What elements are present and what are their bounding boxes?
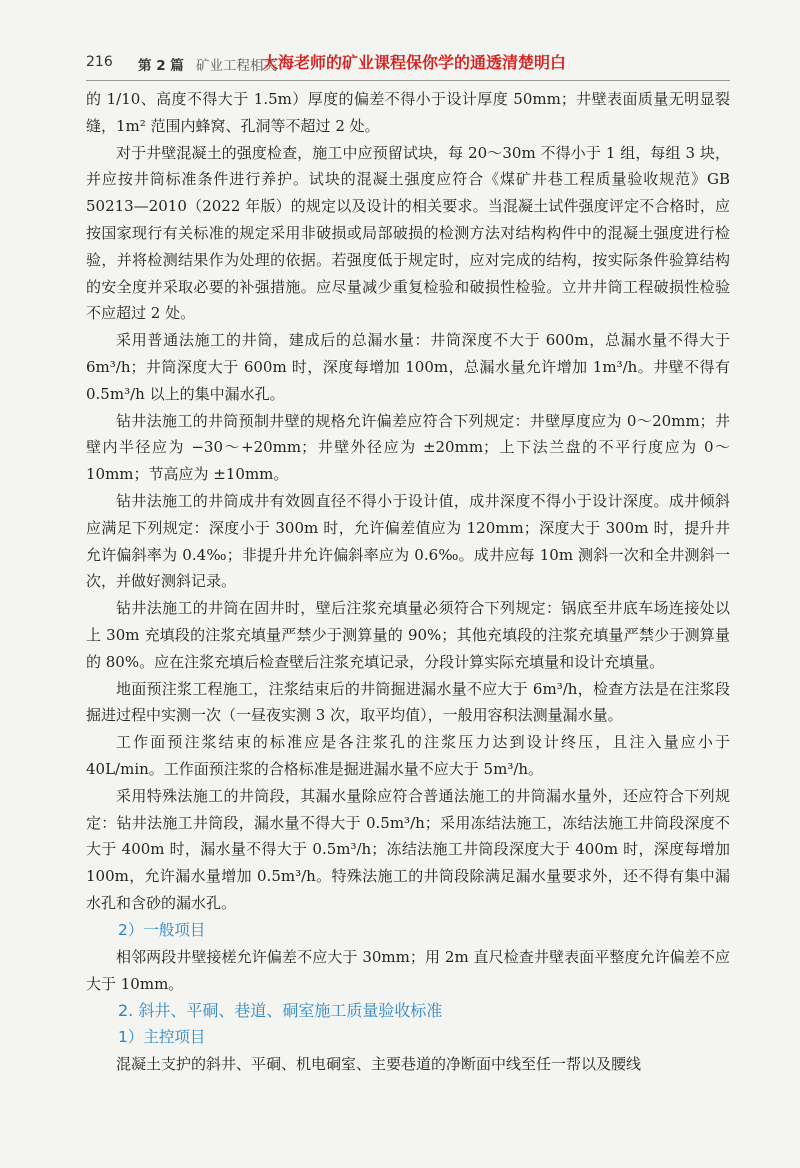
paragraph: 相邻两段井壁接槎允许偏差不应大于 30mm；用 2m 直尺检查井壁表面平整度允许偏差不应大于 10mm。 (86, 947, 730, 993)
paragraph: 钻井法施工的井筒成井有效圆直径不得小于设计值，成井深度不得小于设计深度。成井倾斜应满足下列规定：深度小于 300m 时，允许偏差值应为 120mm；深度大于 300m 时，提升井允许偏斜率为 0.4‰；非提升井允许偏斜率应为 0.6‰。成井应每 10m 测斜一次和全井测斜一次，并做好测斜记录。 (86, 491, 730, 591)
page-header (86, 50, 726, 76)
chapter-label: 第 2 篇 (138, 58, 184, 74)
header-divider (86, 80, 730, 81)
paragraph: 对于井壁混凝土的强度检查，施工中应预留试块，每 20～30m 不得小于 1 组，每组 3 块，并应按井筒标准条件进行养护。试块的混凝土强度应符合《煤矿井巷工程质量验收规范》GB 50213—2010（2022 年版）的规定以及设计的相关要求。当混凝土试件强度评定不合格时，应按国家现行有关标准的规定采用非破损或局部破损的检测方法对结构构件中的混凝土强度进行检验，并将检测结果作为处理的依据。若强度低于规定时，应对完成的结构，按实际条件验算结构的安全度并采取必要的补强措施。应尽量减少重复检验和破损性检验。立井井筒工程破损性检验不应超过 2 处。 (86, 143, 730, 323)
paragraph: 采用特殊法施工的井筒段，其漏水量除应符合普通法施工的井筒漏水量外，还应符合下列规定：钻井法施工井筒段，漏水量不得大于 0.5m³/h；采用冻结法施工，冻结法施工井筒段深度不大于 400m 时，漏水量不得大于 0.5m³/h；冻结法施工井筒段深度大于 400m 时，深度每增加 100m，允许漏水量增加 0.5m³/h。特殊法施工的井筒段除满足漏水量要求外，还不得有集中漏水孔和含砂的漏水孔。 (86, 786, 730, 912)
paragraph: 钻井法施工的井筒在固井时，壁后注浆充填量必须符合下列规定：锅底至井底车场连接处以上 30m 充填段的注浆充填量严禁少于测算量的 90%；其他充填段的注浆充填量严禁少于测算量的 80%。应在注浆充填后检查壁后注浆充填记录，分段计算实际充填量和设计充填量。 (86, 599, 730, 671)
watermark-text: 大海老师的矿业课程保你学的通透清楚明白 (262, 53, 567, 72)
subheading-main-items: 1）主控项目 (118, 1028, 206, 1047)
paragraph: 采用普通法施工的井筒，建成后的总漏水量：井筒深度不大于 600m，总漏水量不得大于 6m³/h；井筒深度大于 600m 时，深度每增加 100m，总漏水量允许增加 1m³/h。井壁不得有 0.5m³/h 以上的集中漏水孔。 (86, 331, 730, 403)
paragraph: 混凝土支护的斜井、平硐、机电硐室、主要巷道的净断面中线至任一帮以及腰线 (116, 1055, 642, 1074)
subheading-general-items: 2）一般项目 (118, 920, 206, 939)
section-heading: 2. 斜井、平硐、巷道、硐室施工质量验收标准 (118, 1001, 443, 1021)
paragraph: 工作面预注浆结束的标准应是各注浆孔的注浆压力达到设计终压，且注入量应小于 40L/min。工作面预注浆的合格标准是掘进漏水量不应大于 5m³/h。 (86, 733, 730, 778)
paragraph: 钻井法施工的井筒预制井壁的规格允许偏差应符合下列规定：井壁厚度应为 0～20mm；井壁内半径应为 −30～+20mm；井壁外径应为 ±20mm；上下法兰盘的不平行度应为 0～10mm；节高应为 ±10mm。 (86, 411, 730, 484)
section-title: 矿业工程相关 (196, 58, 277, 74)
paragraph: 地面预注浆工程施工，注浆结束后的井筒掘进漏水量不应大于 6m³/h，检查方法是在注浆段掘进过程中实测一次（一昼夜实测 3 次，取平均值），一般用容积法测量漏水量。 (86, 679, 730, 725)
page-number: 216 (86, 54, 113, 70)
body-text (86, 86, 730, 1078)
paragraph: 的 1/10、高度不得大于 1.5m）厚度的偏差不得小于设计厚度 50mm；井壁表面质量无明显裂缝，1m² 范围内蜂窝、孔洞等不超过 2 处。 (86, 90, 730, 135)
